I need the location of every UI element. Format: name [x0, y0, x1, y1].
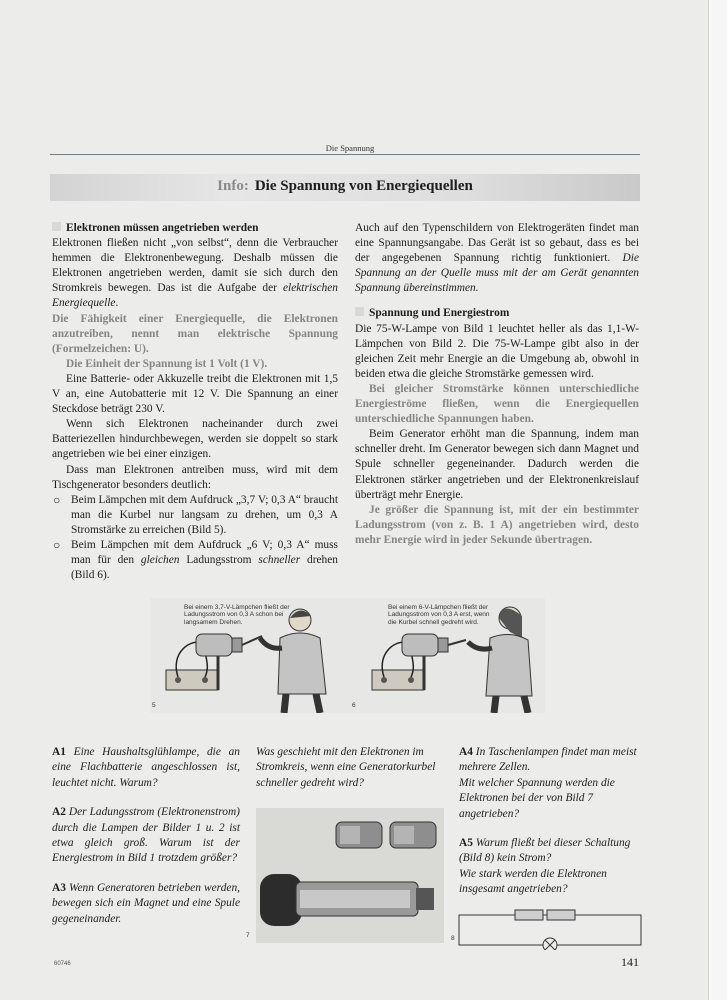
heading-square-icon — [52, 222, 61, 231]
key-statement: Die Einheit der Spannung ist 1 Volt (1 V). — [66, 357, 268, 370]
scan-edge — [708, 0, 727, 1000]
figure-caption: Bei einem 6-V-Lämpchen fließt der Ladungsstrom von 0,3 A erst, wenn die Kurbel schnell gedreht wird. — [388, 604, 490, 626]
task-column-right — [459, 745, 649, 912]
banner-heading: Die Spannung von Energiequellen — [254, 178, 473, 194]
figure-5-generator-slow — [150, 598, 350, 713]
figure-number: 6 — [352, 702, 356, 709]
page-number: 141 — [621, 955, 639, 969]
banner-label: Info: — [217, 178, 249, 194]
task-a5: A5 Warum fließt bei dieser Schaltung (Bild 8) kein Strom? Wie stark werden die Elektronen insgesamt angetrieben? — [459, 837, 631, 896]
heading-square-icon — [355, 307, 364, 316]
header-rule — [50, 154, 640, 155]
figure-6-generator-fast — [350, 598, 545, 713]
key-statement: Bei gleicher Stromstärke können unterschiedliche Energieströme fließen, wenn die Energiequellen unterschiedliche Spannungen haben. — [355, 382, 639, 426]
paragraph: Dass man Elektronen antreiben muss, wird mit dem Tischgenerator besonders deutlich: — [52, 463, 338, 491]
bullet-circle-icon: ○ — [53, 492, 61, 507]
section-heading: Elektronen müssen angetrieben werden — [52, 221, 338, 236]
bullet-circle-icon: ○ — [53, 537, 61, 552]
figure-7-flashlight — [246, 808, 444, 943]
text-column-left — [52, 221, 338, 583]
figure-number: 5 — [152, 702, 156, 709]
banner-title — [50, 178, 640, 195]
book-code: 60746 — [54, 961, 71, 967]
key-statement: Je größer die Spannung ist, mit der ein bestimmter Ladungsstrom (von z. B. 1 A) angetrieben wird, desto mehr Energie wird in jeder Sekunde übertragen. — [355, 503, 639, 546]
section-banner — [50, 174, 640, 201]
paragraph: Die 75-W-Lampe von Bild 1 leuchtet heller als das 1,1-W-Lämpchen von Bild 2. Die 75-W-Lampe gibt also in der gleichen Zeit mehr Energie an die Umgebung ab, obwohl in beiden etwa die gleiche Stromstärke gemessen wird. — [355, 322, 639, 380]
bullet-item: ○ Beim Lämpchen mit dem Aufdruck „3,7 V; 0,3 A“ braucht man die Kurbel nur langsam zu drehen, um 0,3 A Stromstärke zu erreichen (Bild 5). — [53, 492, 338, 536]
flashlight-illustration — [256, 808, 444, 943]
figure-caption: Bei einem 3,7-V-Lämpchen fließt der Ladungsstrom von 0,3 A schon bei langsamem Drehen. — [184, 604, 290, 626]
paragraph: Auch auf den Typenschildern von Elektrogeräten findet man eine Spannungsangabe. Das Gerät ist so gebaut, dass es bei der angegebenen Spannung richtig funktioniert. Die Spannung an der Quelle muss mit der am Gerät genannten Spannung übereinstimmen. — [355, 222, 639, 295]
task-a3-continued: Was geschieht mit den Elektronen im Stromkreis, wenn eine Generatorkurbel schneller gedreht wird? — [256, 746, 436, 789]
figure-number: 8 — [451, 935, 455, 942]
task-a1: A1 Eine Haushaltsglühlampe, die an eine Flachbatterie angeschlossen ist, leuchtet nicht. Warum? — [52, 746, 240, 789]
circuit-diagram — [455, 905, 645, 950]
paragraph: Wenn sich Elektronen nacheinander durch zwei Batteriezellen hindurchbewegen, werden sie doppelt so stark angetrieben wie bei einer einzigen. — [52, 418, 338, 461]
task-a2: A2 Der Ladungsstrom (Elektronenstrom) durch die Lampen der Bilder 1 u. 2 ist etwa gleich groß. Warum ist der Energiestrom in Bild 1 trotzdem größer? — [52, 806, 240, 865]
paragraph: Eine Batterie- oder Akkuzelle treibt die Elektronen mit 1,5 V an, eine Autobatterie mit 12 V. Die Spannung an einer Steckdose beträgt 230 V. — [52, 372, 338, 416]
paragraph: Beim Generator erhöht man die Spannung, indem man schneller dreht. Im Generator bewegen sich dann Magnet und Spule schneller gegeneinander. Dadurch werden die Elektronen stärker angetrieben und der Elektronenkreislauf überträgt mehr Energie. — [355, 428, 639, 501]
section-heading: Spannung und Energiestrom — [355, 306, 639, 321]
text-column-right — [355, 221, 639, 548]
paragraph: Elektronen fließen nicht „von selbst“, denn die Verbraucher hemmen die Elektronenbewegung. Deshalb müssen die Elektronen angetrieben werden, damit sie sich durch den Stromkreis bewegen. Das ist die Aufgabe der elektrischen Energiequelle. — [52, 237, 338, 310]
task-a3: A3 Wenn Generatoren betrieben werden, bewegen sich ein Magnet und eine Spule gegeneinander. — [52, 881, 240, 925]
bullet-item: ○ Beim Lämpchen mit dem Aufdruck „6 V; 0,3 A“ muss man für den gleichen Ladungsstrom schneller drehen (Bild 6). — [53, 537, 338, 582]
running-head: Die Spannung — [325, 143, 375, 153]
key-statement: Die Fähigkeit einer Energiequelle, die Elektronen anzutreiben, nennt man elektrische Spannung (Formelzeichen: U). — [52, 312, 338, 355]
figure-8-circuit — [451, 905, 645, 950]
task-a4: A4 In Taschenlampen findet man meist mehrere Zellen. Mit welcher Spannung werden die Elektronen bei der von Bild 7 angetrieben? — [459, 746, 637, 820]
task-column-middle — [256, 745, 444, 805]
figure-number: 7 — [246, 932, 250, 939]
task-column-left — [52, 745, 240, 941]
